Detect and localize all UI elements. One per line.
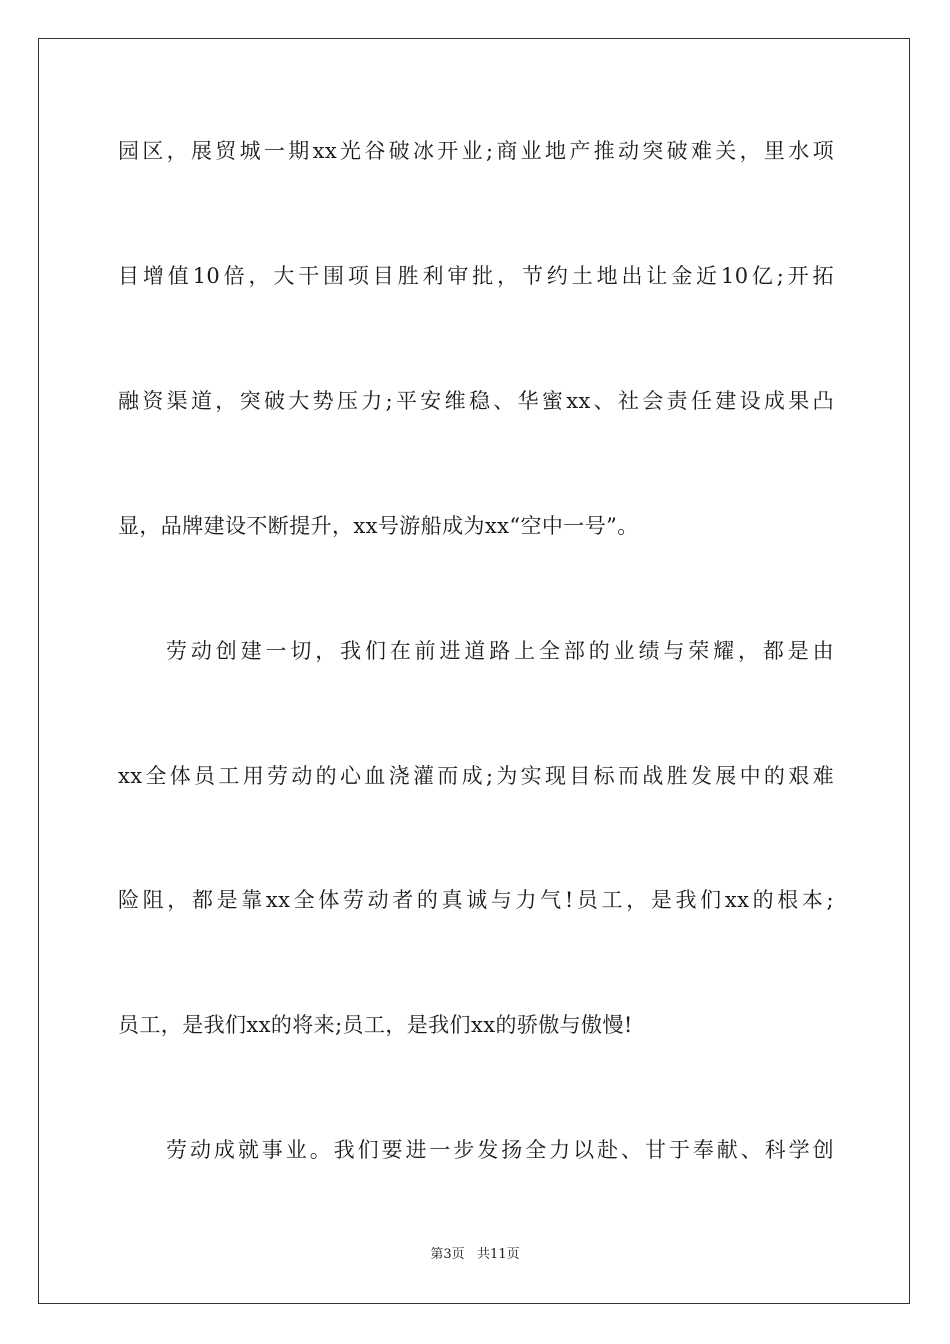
paragraph-line-7: 险阻，都是靠xx全体劳动者的真诚与力气!员工，是我们xx的根本; xyxy=(118,888,834,912)
paragraph-line-8: 员工，是我们xx的将来;员工，是我们xx的骄傲与傲慢! xyxy=(118,1013,633,1037)
paragraph-line-9: 劳动成就事业。我们要进一步发扬全力以赴、甘于奉献、科学创 xyxy=(166,1138,834,1162)
paragraph-line-3: 融资渠道，突破大势压力;平安维稳、华蜜xx、社会责任建设成果凸 xyxy=(118,389,834,413)
page-number-footer: 第3页 共11页 xyxy=(430,1247,520,1262)
paragraph-line-1: 园区，展贸城一期xx光谷破冰开业;商业地产推动突破难关，里水项 xyxy=(118,139,834,163)
paragraph-line-6: xx全体员工用劳动的心血浇灌而成;为实现目标而战胜发展中的艰难 xyxy=(118,764,834,788)
paragraph-line-4: 显，品牌建设不断提升，xx号游船成为xx“空中一号”。 xyxy=(118,514,639,538)
paragraph-line-5: 劳动创建一切，我们在前进道路上全部的业绩与荣耀，都是由 xyxy=(166,639,834,663)
page-border xyxy=(38,38,910,1304)
paragraph-line-2: 目增值10倍，大干围项目胜利审批，节约土地出让金近10亿;开拓 xyxy=(118,264,834,288)
